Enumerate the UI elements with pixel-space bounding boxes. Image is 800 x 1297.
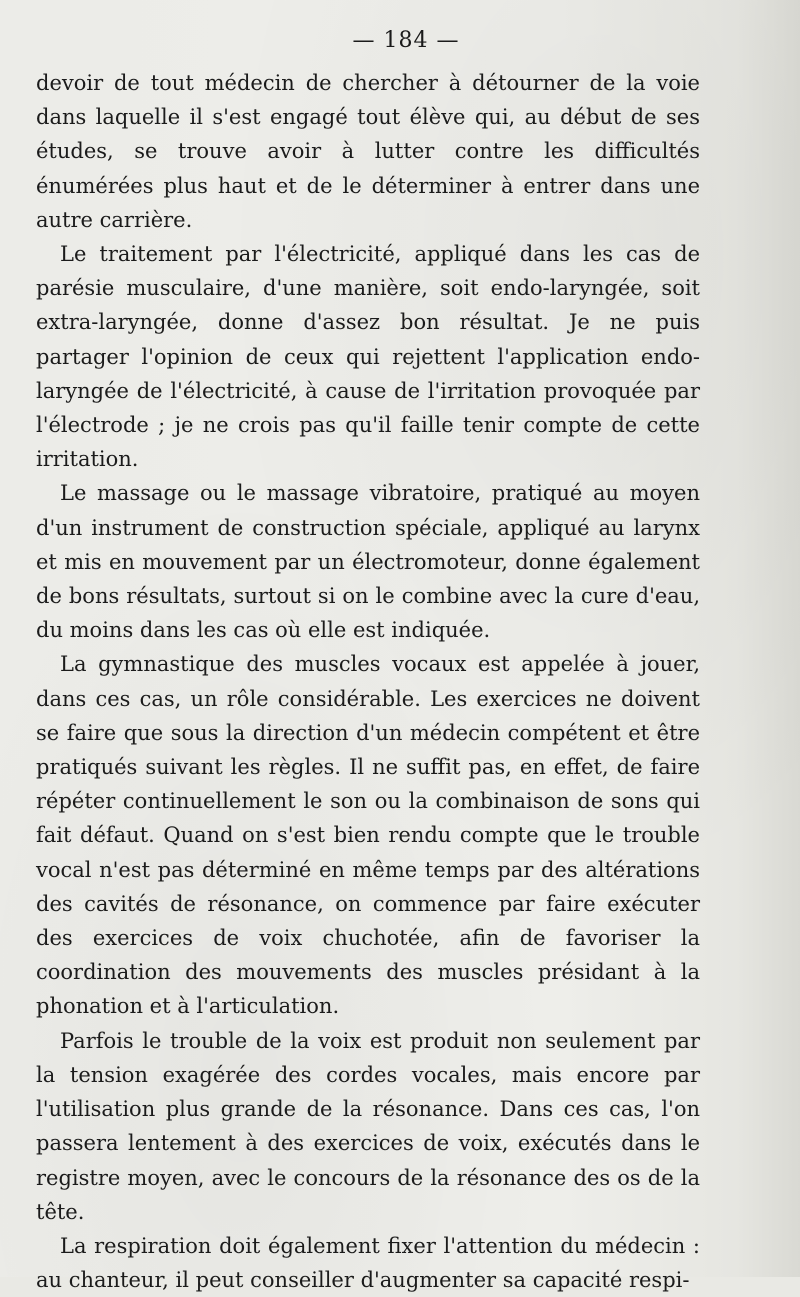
page-number: — 184 — [352,28,460,53]
paragraph-massage: Le massage ou le massage vibratoire, pratiqué au moyen d'un instrument de construction spéciale, appliqué au larynx et mis en mouvement par un électromoteur, donne également de bons résultats, surtout si on le combine avec la cure d'eau, du moins dans les cas où elle est indiquée. [36,481,700,643]
paragraph-continuation: devoir de tout médecin de chercher à détourner de la voie dans laquelle il s'est engagé tout élève qui, au début de ses études, se trouve avoir à lutter contre les difficultés énumérées plus haut et de le déterminer à entrer dans une autre carrière. [36,71,700,232]
paragraph-gymnastics: La gymnastique des muscles vocaux est appelée à jouer, dans ces cas, un rôle considérable. Les exercices ne doivent se faire que sous la direction d'un médecin compétent et être pratiqués suivant les règles. Il ne suffit pas, en effet, de faire répéter continuellement le son ou la combinaison de sons qui fait défaut. Quand on s'est bien rendu compte que le trouble vocal n'est pas déterminé en même temps par des altérations des cavités de résonance, on commence par faire exécuter des exercices de voix chuchotée, afin de favoriser la coordination des mouvements des muscles présidant à la phonation et à l'articulation. [36,652,700,1019]
paragraph-resonance: Parfois le trouble de la voix est produit non seulement par la tension exagérée des cordes vocales, mais encore par l'utilisation plus grande de la résonance. Dans ces cas, l'on passera lentement à des exercices de voix, exécutés dans le registre moyen, avec le concours de la résonance des os de la tête. [36,1028,700,1224]
paragraph-respiration: La respiration doit également fixer l'attention du médecin : au chanteur, il peut conseiller d'augmenter sa capacité respi- [36,1233,700,1293]
body-text [36,66,700,1297]
paragraph-electricity: Le traitement par l'électricité, appliqué dans les cas de parésie musculaire, d'une manière, soit endo-laryngée, soit extra-laryngée, donne d'assez bon résultat. Je ne puis partager l'opinion de ceux qui rejettent l'application endo-laryngée de l'électricité, à cause de l'irritation provoquée par l'électrode ; je ne crois pas qu'il faille tenir compte de cette irritation. [36,242,700,472]
